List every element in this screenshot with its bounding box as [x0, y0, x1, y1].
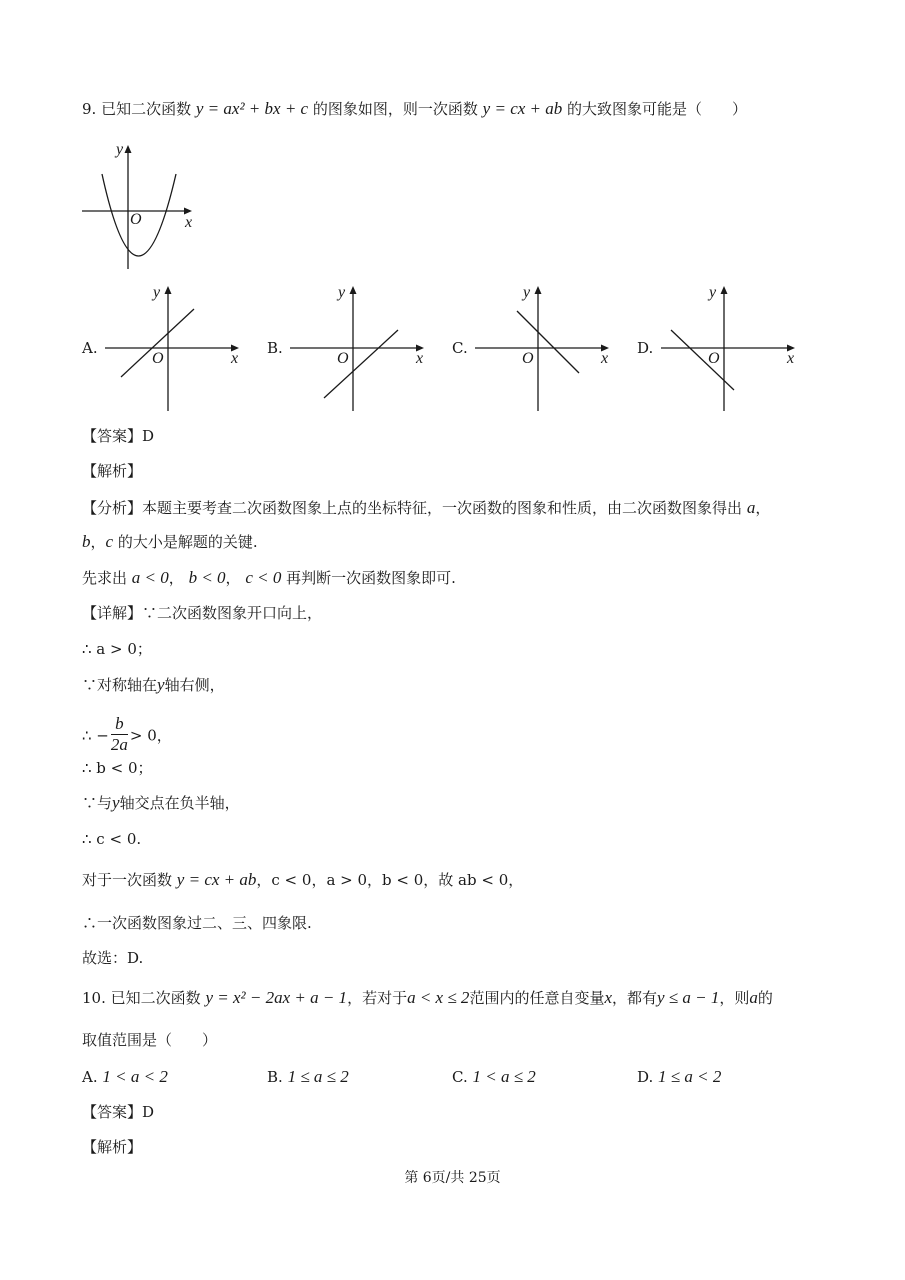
q9-detail-4 [82, 716, 172, 757]
fraction-denominator: 2a [110, 735, 128, 754]
option-a-x-label: x [231, 350, 239, 367]
q10-option-d [637, 1067, 721, 1087]
page-footer: 第 6页/共 25页 [404, 1170, 501, 1186]
q9-detail-8 [82, 870, 523, 890]
q10-option-d-label: D. [637, 1068, 654, 1086]
q10-number: 10. [82, 989, 106, 1007]
q10-stem-line2: 取值范围是（ ） [82, 1031, 218, 1049]
detail-6-var: y [112, 793, 120, 812]
q9-detail-1 [82, 603, 322, 623]
q10-formula: y = x² − 2ax + a − 1 [205, 988, 348, 1007]
q9-formula-quadratic: y = ax² + bx + c [195, 99, 309, 118]
q10-range: a < x ≤ 2 [407, 988, 470, 1007]
fenxi-text-2: 的大小是解题的关键. [117, 533, 258, 551]
q9-option-b-graph [290, 283, 430, 413]
q10-option-a-text: 1 < a < 2 [102, 1067, 168, 1086]
graph-y-label: y [116, 141, 124, 158]
graph-origin-label: O [130, 211, 142, 228]
detail-8-pre: 对于一次函数 [82, 871, 173, 889]
q10-stem-a: 已知二次函数 [110, 989, 201, 1007]
option-d-y-label: y [709, 284, 717, 301]
step-a: a < 0 [131, 568, 169, 587]
q10-var-x: x [604, 988, 612, 1007]
q10-stem-d: ，都有 [612, 989, 658, 1007]
detail-8-rest: ，c < 0，a > 0，b < 0，故 ab < 0， [256, 871, 524, 889]
q9-detail-6 [82, 793, 240, 813]
option-a-y-label: y [153, 284, 161, 301]
step-suffix: 再判断一次函数图象即可. [286, 569, 456, 587]
detail-4-fraction [111, 714, 128, 755]
q9-stem-text-a: 已知二次函数 [101, 100, 192, 118]
option-b-x-label: x [416, 350, 424, 367]
q9-stem-text-b: 的图象如图，则一次函数 [312, 100, 478, 118]
option-b-y-label: y [338, 284, 346, 301]
step-prefix: 先求出 [82, 569, 128, 587]
q9-detail-3 [82, 675, 225, 695]
answer-tag: 【答案】 [82, 427, 143, 445]
q9-option-d-label: D. [637, 339, 654, 357]
q10-option-a [82, 1067, 168, 1087]
q9-stem-text-c: 的大致图象可能是（ ） [567, 100, 748, 118]
q9-option-c-graph [475, 283, 615, 413]
q10-option-c [452, 1067, 536, 1087]
q9-detail-5: ∴ b < 0； [82, 759, 153, 777]
detail-4-post: > 0， [129, 726, 172, 745]
q10-stem-c: 范围内的任意自变量 [469, 989, 605, 1007]
q10-option-b-text: 1 ≤ a ≤ 2 [287, 1067, 349, 1086]
q10-option-a-label: A. [82, 1068, 98, 1086]
q9-option-a-graph [105, 283, 245, 413]
option-b-origin-label: O [337, 350, 349, 367]
fenxi-tag: 【分析】 [82, 499, 143, 517]
fenxi-var-a: a [746, 498, 756, 517]
detail-3-a: ∵对称轴在 [82, 676, 158, 694]
fenxi-comma: ， [755, 499, 771, 517]
q10-analysis-tag: 【解析】 [82, 1138, 143, 1156]
option-d-origin-label: O [708, 350, 720, 367]
q9-detail-2: ∴ a > 0； [82, 640, 152, 658]
fenxi-text-1: 本题主要考查二次函数图象上点的坐标特征，一次函数的图象和性质，由二次函数图象得出 [142, 499, 743, 517]
option-c-origin-label: O [522, 350, 534, 367]
q9-fenxi-line2 [82, 532, 258, 552]
detail-8-formula: y = cx + ab [176, 870, 257, 889]
q9-fenxi-line1 [82, 498, 770, 518]
q10-option-b-label: B. [267, 1068, 283, 1086]
option-c-y-label: y [523, 284, 531, 301]
q10-var-a: a [749, 988, 758, 1007]
step-c: c < 0 [245, 568, 282, 587]
q9-option-c-label: C. [452, 339, 468, 357]
q9-formula-linear: y = cx + ab [482, 99, 563, 118]
answer-value: D [142, 427, 155, 445]
q10-answer-value: D [142, 1103, 155, 1121]
fenxi-comma-2: ， [90, 533, 106, 551]
q10-answer-tag: 【答案】 [82, 1103, 143, 1121]
q10-option-c-label: C. [452, 1068, 468, 1086]
fenxi-var-c: c [105, 532, 114, 551]
detail-6-b: 轴交点在负半轴， [119, 794, 240, 812]
option-c-x-label: x [601, 350, 609, 367]
q10-ineq: y ≤ a − 1 [657, 988, 720, 1007]
detail-tag: 【详解】 [82, 604, 143, 622]
q9-option-b-label: B. [267, 339, 283, 357]
fenxi-var-b: b [82, 532, 91, 551]
detail-3-var: y [157, 675, 165, 694]
q10-option-d-text: 1 ≤ a < 2 [658, 1067, 722, 1086]
q10-stem-b: ，若对于 [347, 989, 408, 1007]
q9-option-d-graph [661, 283, 801, 413]
q9-detail-9: ∴一次函数图象过二、三、四象限. [82, 914, 312, 932]
q9-option-a-label: A. [82, 339, 98, 357]
q9-detail-10: 故选：D. [82, 949, 144, 967]
detail-4-pre: ∴ − [82, 726, 109, 745]
q9-step-line: 先求出 a < 0， b < 0， c < 0 再判断一次函数图象即可. [82, 568, 456, 587]
q9-number: 9. [82, 100, 97, 118]
step-b: b < 0 [188, 568, 226, 587]
q9-parabola-graph [80, 138, 200, 273]
option-a-origin-label: O [152, 350, 164, 367]
q10-stem-f: 的 [757, 989, 773, 1007]
q9-detail-7: ∴ c < 0. [82, 830, 142, 848]
q10-stem-line1 [82, 988, 773, 1008]
detail-1-text: ∵二次函数图象开口向上， [142, 604, 323, 622]
q10-option-c-text: 1 < a ≤ 2 [472, 1067, 536, 1086]
q9-analysis-tag: 【解析】 [82, 462, 143, 480]
q10-option-b [267, 1067, 349, 1087]
detail-3-b: 轴右侧， [164, 676, 225, 694]
fraction-numerator: b [111, 714, 128, 735]
graph-x-label: x [185, 214, 193, 231]
q10-answer [82, 1102, 154, 1122]
detail-6-a: ∵与 [82, 794, 113, 812]
q10-stem-e: ，则 [719, 989, 750, 1007]
option-d-x-label: x [787, 350, 795, 367]
q9-answer [82, 426, 154, 446]
q9-stem [82, 99, 747, 119]
